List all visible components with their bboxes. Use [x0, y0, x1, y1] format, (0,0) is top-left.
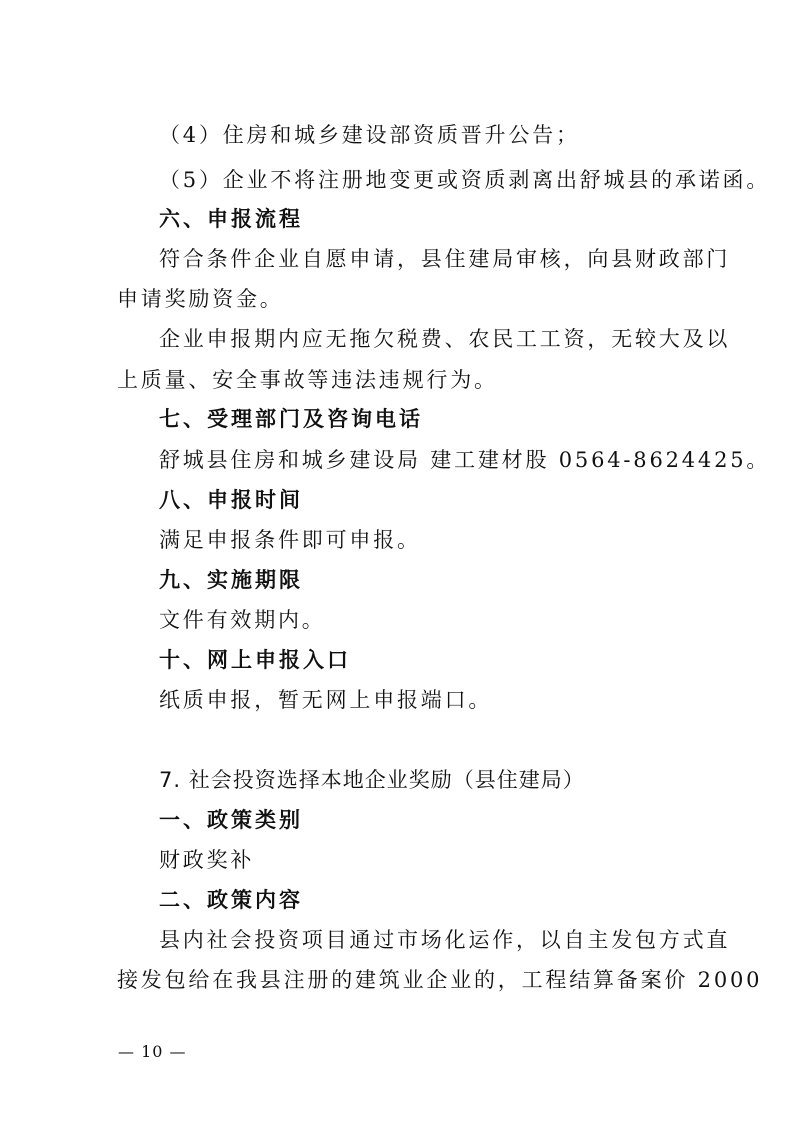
paragraph-line: 上质量、安全事故等违法违规行为。: [117, 368, 498, 392]
paragraph-line: 文件有效期内。: [159, 608, 326, 632]
section-heading-10: 十、网上申报入口: [159, 647, 351, 672]
section-heading-6: 六、申报流程: [159, 206, 303, 231]
requirement-item-4: （4）住房和城乡建设部资质晋升公告；: [159, 123, 580, 147]
paragraph-line: 接发包给在我县注册的建筑业企业的，工程结算备案价 2000: [117, 968, 763, 992]
section-heading-7: 七、受理部门及咨询电话: [159, 406, 423, 431]
paragraph-line: 财政奖补: [159, 848, 255, 872]
section-heading-2: 二、政策内容: [159, 887, 303, 912]
paragraph-line: 满足申报条件即可申报。: [159, 528, 421, 552]
section-heading-8: 八、申报时间: [159, 487, 303, 512]
section-heading-9: 九、实施期限: [159, 567, 303, 592]
paragraph-line: 申请奖励资金。: [117, 287, 284, 311]
paragraph-line: 企业申报期内应无拖欠税费、农民工工资，无较大及以: [159, 327, 731, 351]
section-heading-1: 一、政策类别: [159, 807, 303, 832]
page-number: — 10 —: [118, 1042, 187, 1061]
paragraph-line: 符合条件企业自愿申请，县住建局审核，向县财政部门: [159, 247, 731, 271]
requirement-item-5: （5）企业不将注册地变更或资质剥离出舒城县的承诺函。: [159, 168, 771, 192]
contact-line: 舒城县住房和城乡建设局 建工建材股 0564-8624425。: [159, 448, 771, 472]
paragraph-line: 县内社会投资项目通过市场化运作，以自主发包方式直: [159, 928, 731, 952]
policy-title: 7. 社会投资选择本地企业奖励（县住建局）: [159, 768, 585, 792]
paragraph-line: 纸质申报，暂无网上申报端口。: [159, 688, 493, 712]
